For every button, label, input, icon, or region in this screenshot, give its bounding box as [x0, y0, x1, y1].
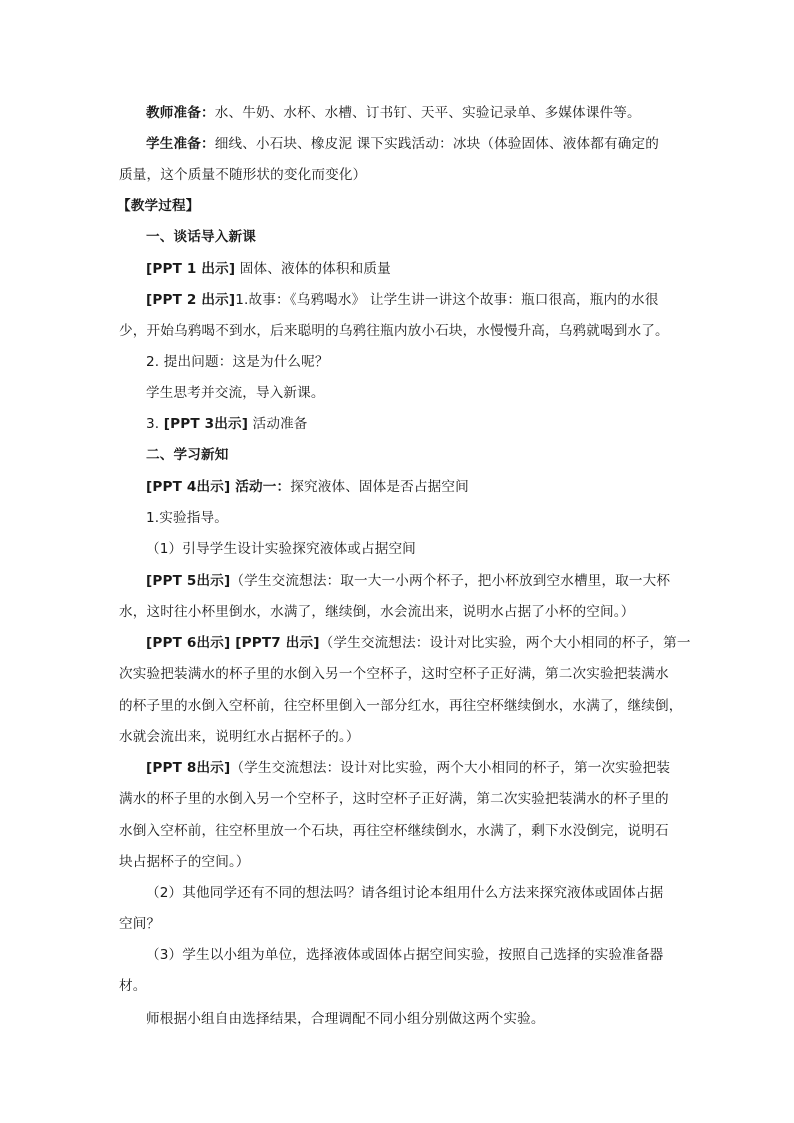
ppt2-text-1: 1.故事：《乌鸦喝水》 让学生讲一讲这个故事：瓶口很高，瓶内的水很 [235, 292, 659, 308]
ppt67-line-1 [146, 634, 691, 652]
step-3-line-2: 材。 [119, 978, 147, 994]
ppt2-line-1 [146, 291, 659, 309]
section-heading-process: 【教学过程】 [117, 198, 200, 214]
step-1-line: （1）引导学生设计实验探究液体或占据空间 [146, 541, 416, 557]
ppt3-tag: [PPT 3出示] [163, 416, 249, 432]
ppt5-tag: [PPT 5出示] [146, 573, 231, 589]
question-3-prefix: 3. [146, 416, 164, 432]
ppt8-text-1: （学生交流想法：设计对比实验，两个大小相同的杯子，第一次实验把装 [230, 760, 671, 776]
ppt5-line-2: 水，这时往小杯里倒水，水满了，继续倒，水会流出来，说明水占据了小杯的空间。） [119, 604, 635, 620]
ppt67-line-4: 水就会流出来，说明红水占据杯子的。） [119, 729, 360, 745]
teacher-prep-line [146, 104, 641, 122]
teacher-prep-label: 教师准备： [146, 105, 215, 121]
teacher-note: 师根据小组自由选择结果，合理调配不同小组分别做这两个实验。 [146, 1011, 545, 1027]
student-prep-label: 学生准备： [146, 136, 215, 152]
step-2-line-1: （2）其他同学还有不同的想法吗？请各组讨论本组用什么方法来探究液体或固体占据 [146, 885, 664, 901]
think-line: 学生思考并交流，导入新课。 [146, 385, 325, 401]
ppt67-line-3: 的杯子里的水倒入空杯前，往空杯里倒入一部分红水，再往空杯继续倒水，水满了，继续倒， [119, 698, 683, 714]
student-prep-line-1 [146, 135, 659, 153]
step-2-line-2: 空间？ [119, 916, 161, 932]
ppt4-text: 探究液体、固体是否占据空间 [290, 479, 469, 495]
question-2: 2. 提出问题：这是为什么呢？ [146, 354, 329, 370]
student-prep-text-1: 细线、小石块、橡皮泥 课下实践活动：冰块（体验固体、液体都有确定的 [214, 136, 659, 152]
ppt8-tag: [PPT 8出示] [146, 760, 231, 776]
ppt4-line [146, 478, 469, 496]
guide-line: 1.实验指导。 [146, 510, 228, 526]
heading-part-2: 二、学习新知 [146, 447, 229, 463]
ppt4-activity: 活动一： [230, 479, 291, 495]
ppt1-line [146, 260, 391, 278]
ppt5-text-1: （学生交流想法：取一大一小两个杯子，把小杯放到空水槽里，取一大杯 [230, 573, 671, 589]
teacher-prep-text: 水、牛奶、水杯、水槽、订书钉、天平、实验记录单、多媒体课件等。 [214, 105, 641, 121]
ppt2-tag: [PPT 2 出示] [146, 292, 236, 308]
ppt67-tag: [PPT 6出示] [PPT7 出示] [146, 635, 320, 651]
ppt5-line-1 [146, 572, 670, 590]
ppt8-line-1 [146, 759, 670, 777]
ppt8-line-4: 块占据杯子的空间。） [119, 854, 250, 870]
ppt1-tag: [PPT 1 出示] [146, 261, 236, 277]
ppt1-text: 固体、液体的体积和质量 [235, 261, 391, 277]
student-prep-line-2: 质量，这个质量不随形状的变化而变化） [119, 167, 367, 183]
ppt67-line-2: 次实验把装满水的杯子里的水倒入另一个空杯子，这时空杯子正好满，第二次实验把装满水 [119, 666, 669, 682]
ppt8-line-2: 满水的杯子里的水倒入另一个空杯子，这时空杯子正好满，第二次实验把装满水的杯子里的 [119, 791, 669, 807]
step-3-line-1: （3）学生以小组为单位，选择液体或固体占据空间实验，按照自己选择的实验准备器 [146, 947, 664, 963]
ppt67-text-1: （学生交流想法：设计对比实验，两个大小相同的杯子，第一 [319, 635, 691, 651]
ppt8-line-3: 水倒入空杯前，往空杯里放一个石块，再往空杯继续倒水，水满了，剩下水没倒完，说明石 [119, 823, 669, 839]
ppt2-line-2: 少，开始乌鸦喝不到水，后来聪明的乌鸦往瓶内放小石块，水慢慢升高，乌鸦就喝到水了。 [119, 323, 669, 339]
ppt3-text: 活动准备 [248, 416, 308, 432]
heading-part-1: 一、谈话导入新课 [146, 229, 256, 245]
ppt3-line [146, 415, 308, 433]
ppt4-tag: [PPT 4出示] [146, 479, 231, 495]
